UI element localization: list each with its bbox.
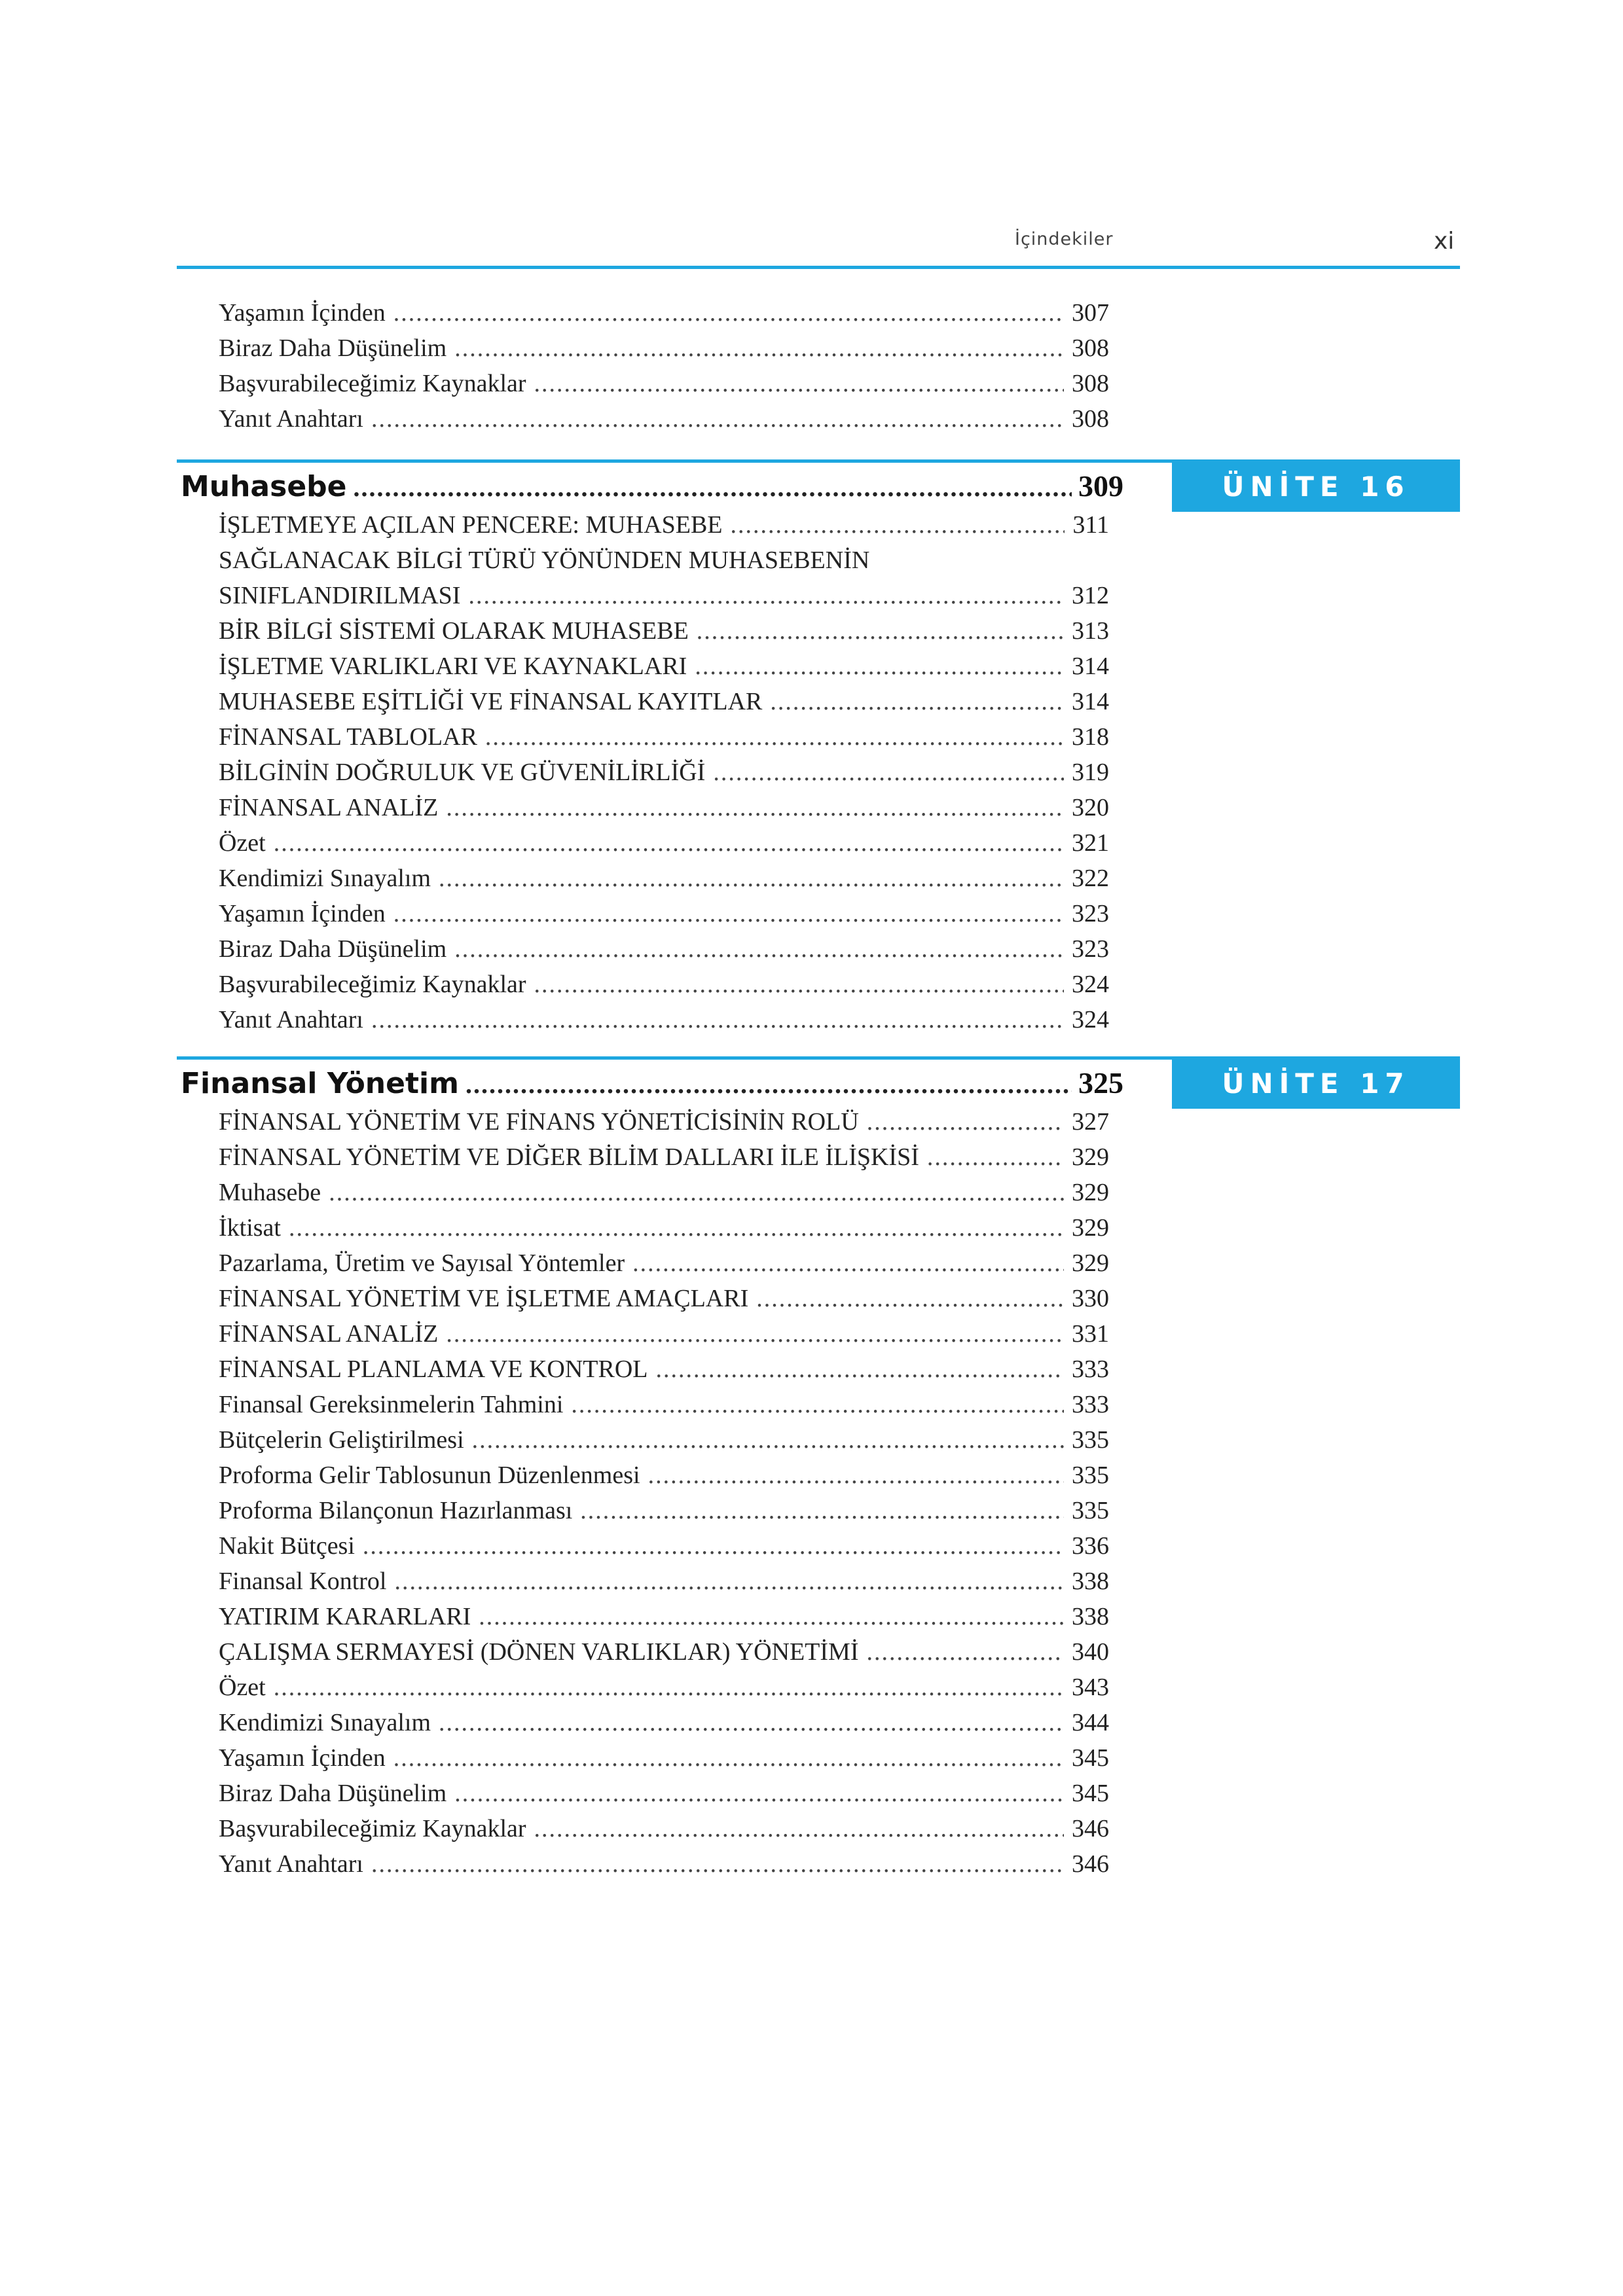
entry-title: Yaşamın İçinden: [219, 900, 386, 927]
entry-title: Biraz Daha Düşünelim: [219, 334, 447, 362]
entry-title: Finansal Gereksinmelerin Tahmini: [219, 1391, 564, 1418]
dot-leader: [866, 1635, 1064, 1669]
entry-title: Yaşamın İçinden: [219, 299, 386, 327]
dot-leader: [454, 1776, 1064, 1810]
entry-title: FİNANSAL YÖNETİM VE DİĞER BİLİM DALLARI İLE İLİŞKİSİ: [219, 1143, 919, 1171]
dot-leader: [439, 861, 1064, 895]
toc-entry: [219, 1600, 1109, 1634]
entry-title: Yanıt Anahtarı: [219, 1006, 363, 1033]
entry-title: Biraz Daha Düşünelim: [219, 935, 447, 963]
entry-title: FİNANSAL TABLOLAR: [219, 723, 477, 751]
toc-entry: [219, 1317, 1109, 1351]
dot-leader: [394, 1564, 1064, 1598]
dot-leader: [393, 897, 1064, 931]
toc-entry: [219, 1635, 1109, 1669]
toc-entry: [219, 1670, 1109, 1704]
entry-title: BİLGİNİN DOĞRULUK VE GÜVENİLİRLİĞİ: [219, 759, 706, 786]
dot-leader: [446, 1317, 1064, 1351]
toc-entry: [219, 367, 1109, 401]
dot-leader: [454, 331, 1064, 365]
entry-page: 320: [1072, 794, 1109, 821]
dot-leader: [468, 579, 1064, 613]
entry-page: 324: [1072, 1006, 1109, 1033]
entry-page: 322: [1072, 865, 1109, 892]
toc-entry: [219, 720, 1109, 754]
toc-entry: [219, 579, 1109, 613]
toc-entry: [219, 1175, 1109, 1210]
entry-page: 313: [1072, 617, 1109, 645]
toc-entry: [219, 1706, 1109, 1740]
entry-title: Proforma Bilançonun Hazırlanması: [219, 1497, 573, 1524]
dot-leader: [393, 296, 1064, 330]
dot-leader: [534, 367, 1064, 401]
dot-leader: [697, 614, 1064, 648]
entry-title: FİNANSAL PLANLAMA VE KONTROL: [219, 1355, 648, 1383]
page-number: xi: [1434, 228, 1455, 255]
entry-page: 314: [1072, 653, 1109, 680]
entry-title: SAĞLANACAK BİLGİ TÜRÜ YÖNÜNDEN MUHASEBENİN: [219, 547, 870, 574]
dot-leader: [632, 1246, 1064, 1280]
toc-entry: [219, 1211, 1109, 1245]
entry-title: Proforma Gelir Tablosunun Düzenlenmesi: [219, 1462, 640, 1489]
toc-entry: [219, 1458, 1109, 1492]
entry-page: 331: [1072, 1320, 1109, 1348]
toc-entry: [219, 685, 1109, 719]
toc-entry: [219, 402, 1109, 436]
toc-entry: [219, 1847, 1109, 1881]
toc-entry: [219, 1352, 1109, 1386]
toc-entry: [219, 861, 1109, 895]
entry-title: FİNANSAL ANALİZ: [219, 1320, 439, 1348]
entry-page: 323: [1072, 900, 1109, 927]
running-header-title: İçindekiler: [1015, 229, 1114, 249]
toc-entry: [219, 1494, 1109, 1528]
toc-entry: [219, 897, 1109, 931]
dot-leader: [371, 1003, 1064, 1037]
toc-entry: [219, 296, 1109, 330]
chapter-page: 325: [1078, 1066, 1123, 1100]
toc-entry: [219, 1388, 1109, 1422]
toc-entry: [219, 614, 1109, 648]
entry-title: Nakit Bütçesi: [219, 1532, 355, 1560]
toc-entry: [219, 1140, 1109, 1174]
entry-page: 321: [1072, 829, 1109, 857]
entry-page: 323: [1072, 935, 1109, 963]
dot-leader: [371, 402, 1064, 436]
entry-page: 308: [1072, 405, 1109, 433]
entry-page: 329: [1072, 1214, 1109, 1242]
toc-entry: [219, 331, 1109, 365]
entry-page: 346: [1072, 1815, 1109, 1842]
entry-page: 329: [1072, 1179, 1109, 1206]
unit-17-badge: ÜNİTE 17: [1172, 1059, 1460, 1109]
entry-title: YATIRIM KARARLARI: [219, 1603, 471, 1630]
dot-leader: [648, 1458, 1064, 1492]
toc-entry: [219, 1003, 1109, 1037]
toc-entry: [219, 1246, 1109, 1280]
entry-page: 343: [1072, 1674, 1109, 1701]
entry-page: 345: [1072, 1744, 1109, 1772]
dot-leader: [465, 1064, 1072, 1105]
entry-title: FİNANSAL YÖNETİM VE FİNANS YÖNETİCİSİNİN ROLÜ: [219, 1108, 859, 1136]
toc-entry: [219, 1105, 1109, 1139]
entry-page: 333: [1072, 1391, 1109, 1418]
chapter-title: Muhasebe: [181, 470, 347, 503]
entry-title: İŞLETMEYE AÇILAN PENCERE: MUHASEBE: [219, 511, 723, 539]
dot-leader: [274, 1670, 1064, 1704]
entry-title: Pazarlama, Üretim ve Sayısal Yöntemler: [219, 1249, 625, 1277]
header-rule: [177, 266, 1460, 269]
unit-16-chapter-heading: [181, 466, 1123, 507]
entry-title: SINIFLANDIRILMASI: [219, 582, 461, 609]
dot-leader: [770, 685, 1064, 719]
entry-title: FİNANSAL ANALİZ: [219, 794, 439, 821]
dot-leader: [534, 967, 1064, 1001]
toc-entry: [219, 508, 1109, 542]
entry-page: 338: [1072, 1568, 1109, 1595]
dot-leader: [439, 1706, 1064, 1740]
entry-page: 308: [1072, 370, 1109, 397]
toc-entry: [219, 649, 1109, 683]
entry-page: 346: [1072, 1850, 1109, 1878]
toc-entry: [219, 1776, 1109, 1810]
entry-page: 336: [1072, 1532, 1109, 1560]
entry-title: Özet: [219, 1674, 266, 1701]
dot-leader: [656, 1352, 1064, 1386]
entry-title: İŞLETME VARLIKLARI VE KAYNAKLARI: [219, 653, 687, 680]
dot-leader: [472, 1423, 1064, 1457]
dot-leader: [756, 1282, 1064, 1316]
dot-leader: [454, 932, 1064, 966]
entry-title: Biraz Daha Düşünelim: [219, 1780, 447, 1807]
toc-entry: [219, 755, 1109, 789]
dot-leader: [354, 467, 1072, 508]
entry-title: Bütçelerin Geliştirilmesi: [219, 1426, 464, 1454]
dot-leader: [289, 1211, 1064, 1245]
entry-page: 340: [1072, 1638, 1109, 1666]
entry-page: 329: [1072, 1249, 1109, 1277]
dot-leader: [329, 1175, 1064, 1210]
entry-page: 319: [1072, 759, 1109, 786]
entry-page: 338: [1072, 1603, 1109, 1630]
dot-leader: [731, 508, 1065, 542]
entry-page: 335: [1072, 1426, 1109, 1454]
entry-page: 327: [1072, 1108, 1109, 1136]
entry-page: 329: [1072, 1143, 1109, 1171]
entry-title: Özet: [219, 829, 266, 857]
entry-title: MUHASEBE EŞİTLİĞİ VE FİNANSAL KAYITLAR: [219, 688, 763, 715]
dot-leader: [371, 1847, 1064, 1881]
dot-leader: [867, 1105, 1064, 1139]
toc-entry: [219, 1282, 1109, 1316]
toc-entry: [219, 1564, 1109, 1598]
entry-title: İktisat: [219, 1214, 281, 1242]
entry-page: 308: [1072, 334, 1109, 362]
entry-title: Yanıt Anahtarı: [219, 1850, 363, 1878]
entry-page: 324: [1072, 971, 1109, 998]
entry-title: Yanıt Anahtarı: [219, 405, 363, 433]
entry-title: BİR BİLGİ SİSTEMİ OLARAK MUHASEBE: [219, 617, 689, 645]
entry-page: 335: [1072, 1497, 1109, 1524]
dot-leader: [713, 755, 1064, 789]
toc-entry: [219, 1423, 1109, 1457]
dot-leader: [534, 1812, 1064, 1846]
chapter-title: Finansal Yönetim: [181, 1067, 459, 1100]
unit-16-badge: ÜNİTE 16: [1172, 462, 1460, 512]
entry-page: 307: [1072, 299, 1109, 327]
entry-page: 335: [1072, 1462, 1109, 1489]
entry-title: Başvurabileceğimiz Kaynaklar: [219, 370, 526, 397]
entry-title: Yaşamın İçinden: [219, 1744, 386, 1772]
dot-leader: [446, 791, 1064, 825]
toc-entry: [219, 791, 1109, 825]
dot-leader: [479, 1600, 1064, 1634]
dot-leader: [274, 826, 1064, 860]
entry-page: 333: [1072, 1355, 1109, 1383]
dot-leader: [580, 1494, 1064, 1528]
entry-title: Finansal Kontrol: [219, 1568, 387, 1595]
entry-title: Muhasebe: [219, 1179, 321, 1206]
toc-entry: [219, 1812, 1109, 1846]
toc-entry: [219, 543, 1109, 577]
entry-page: 314: [1072, 688, 1109, 715]
entry-page: 311: [1072, 511, 1109, 539]
dot-leader: [485, 720, 1064, 754]
toc-entry: [219, 826, 1109, 860]
dot-leader: [393, 1741, 1064, 1775]
dot-leader: [571, 1388, 1064, 1422]
entry-title: Kendimizi Sınayalım: [219, 865, 431, 892]
toc-entry: [219, 967, 1109, 1001]
entry-title: FİNANSAL YÖNETİM VE İŞLETME AMAÇLARI: [219, 1285, 749, 1312]
dot-leader: [363, 1529, 1064, 1563]
chapter-page: 309: [1078, 469, 1123, 503]
entry-title: Kendimizi Sınayalım: [219, 1709, 431, 1736]
entry-page: 345: [1072, 1780, 1109, 1807]
toc-entry: [219, 1741, 1109, 1775]
entry-title: ÇALIŞMA SERMAYESİ (DÖNEN VARLIKLAR) YÖNETİMİ: [219, 1638, 859, 1666]
toc-entry: [219, 1529, 1109, 1563]
dot-leader: [927, 1140, 1064, 1174]
entry-page: 344: [1072, 1709, 1109, 1736]
entry-page: 330: [1072, 1285, 1109, 1312]
entry-title: Başvurabileceğimiz Kaynaklar: [219, 971, 526, 998]
toc-entry: [219, 932, 1109, 966]
unit-17-chapter-heading: [181, 1063, 1123, 1103]
entry-page: 312: [1072, 582, 1109, 609]
dot-leader: [695, 649, 1064, 683]
entry-page: 318: [1072, 723, 1109, 751]
entry-title: Başvurabileceğimiz Kaynaklar: [219, 1815, 526, 1842]
